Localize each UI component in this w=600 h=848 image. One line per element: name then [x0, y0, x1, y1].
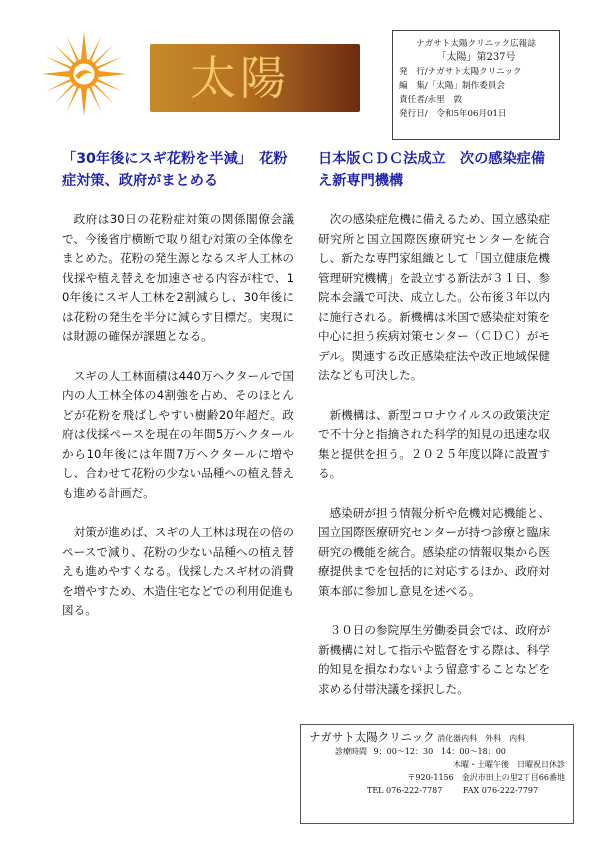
hours-label: 診療時間	[335, 747, 367, 756]
article-paragraph: 対策が進めば、スギの人工林は現在の倍のペースで減り、花粉の少ない品種への植え替えも進めやすくなる。伐採したスギ材の消費を増やすため、木造住宅などでの利用促進も図る。	[62, 525, 294, 617]
publication-info-box	[392, 30, 560, 140]
hours: 9：00～12：30 14：00～18：00	[373, 747, 506, 756]
article-paragraph: 次の感染症危機に備えるため、国立感染症研究所と国立国際医療研究センターを統合し、新たな専門家組織として「国立健康危機管理研究機構」を設立する新法が３１日、参院本会議で可決、成立した。公布後３年以内に施行される。新機構は米国で感染症対策を中心に担う疾病対策センター（ＣＤＣ）がモデル。関連する改正感染症法や改正地域保健法なども可決した。	[318, 212, 550, 382]
editor-line: 編 集/「太陽」制作委員会	[399, 81, 506, 91]
issue-number: 「太陽」第237号	[436, 52, 516, 63]
publisher-line: ナガサト太陽クリニック広報誌	[416, 39, 536, 49]
issuer-line: 発 行/ナガサト太陽クリニック	[399, 67, 522, 77]
tel: TEL 076-222-7787	[367, 786, 443, 795]
issue-date: 発行日/ 令和5年06月01日	[399, 109, 507, 119]
article-cdc	[318, 148, 550, 719]
article-paragraph: ３０日の参院厚生労働委員会では、政府が新機構に対して指示や監督をする際は、科学的知見を損なわないよう留意することなどを求める付帯決議を採択した。	[318, 623, 550, 696]
article-pollen	[62, 148, 294, 641]
article-paragraph: 感染研が担う情報分析や危機対応機能と、国立国際医療研究センターが持つ診療と臨床研究の機能を統合。感染症の情報収集から医療提供までを包括的に対応するほか、政府対策本部に参加し意見を述べる。	[318, 505, 550, 598]
address: 〒920-1156 金沢市田上の里2丁目66番地	[407, 773, 565, 782]
article-paragraph: 政府は30日の花粉症対策の関係閣僚会議で、今後省庁横断で取り組む対策の全体像をまとめた。花粉の発生源となるスギ人工林の伐採や植え替えを加速させる内容が柱で、10年後にスギ人工林を2割減らし、30年後には花粉の発生を半分に減らす目標だ。実現には財源の確保が課題となる。	[62, 212, 294, 343]
title-banner	[150, 44, 360, 112]
responsible-line: 責任者/永里 敦	[399, 95, 463, 105]
clinic-name: ナガサト太陽クリニック	[309, 730, 435, 744]
departments: 消化器内科 外科 内科	[437, 734, 526, 743]
article-paragraph: スギの人工林面積は440万ヘクタールで国内の人工林全体の4割強を占め、そのほとんどが花粉を飛ばしやすい樹齢20年超だ。政府は伐採ペースを現在の年間5万ヘクタールから10年後には年間7万ヘクタールに増やし、合わせて花粉の少ない品種への植え替えも進める計画だ。	[62, 368, 294, 500]
clinic-footer	[300, 724, 574, 824]
article-paragraph: 新機構は、新型コロナウイルスの政策決定で不十分と指摘された科学的知見の迅速な収集と提供を担う。２０２５年度以降に設置する。	[318, 407, 550, 480]
fax: FAX 076-222-7797	[462, 786, 539, 795]
closed-days: 木曜・土曜午後 日曜祝日休診	[453, 760, 565, 769]
sun-logo-icon	[40, 30, 128, 118]
article-headline: 日本版ＣＤＣ法成立 次の感染症備え新専門機構	[318, 151, 546, 189]
banner-title: 太陽	[190, 51, 290, 105]
article-headline: 「30年後にスギ花粉を半減」 花粉症対策、政府がまとめる	[62, 151, 288, 189]
